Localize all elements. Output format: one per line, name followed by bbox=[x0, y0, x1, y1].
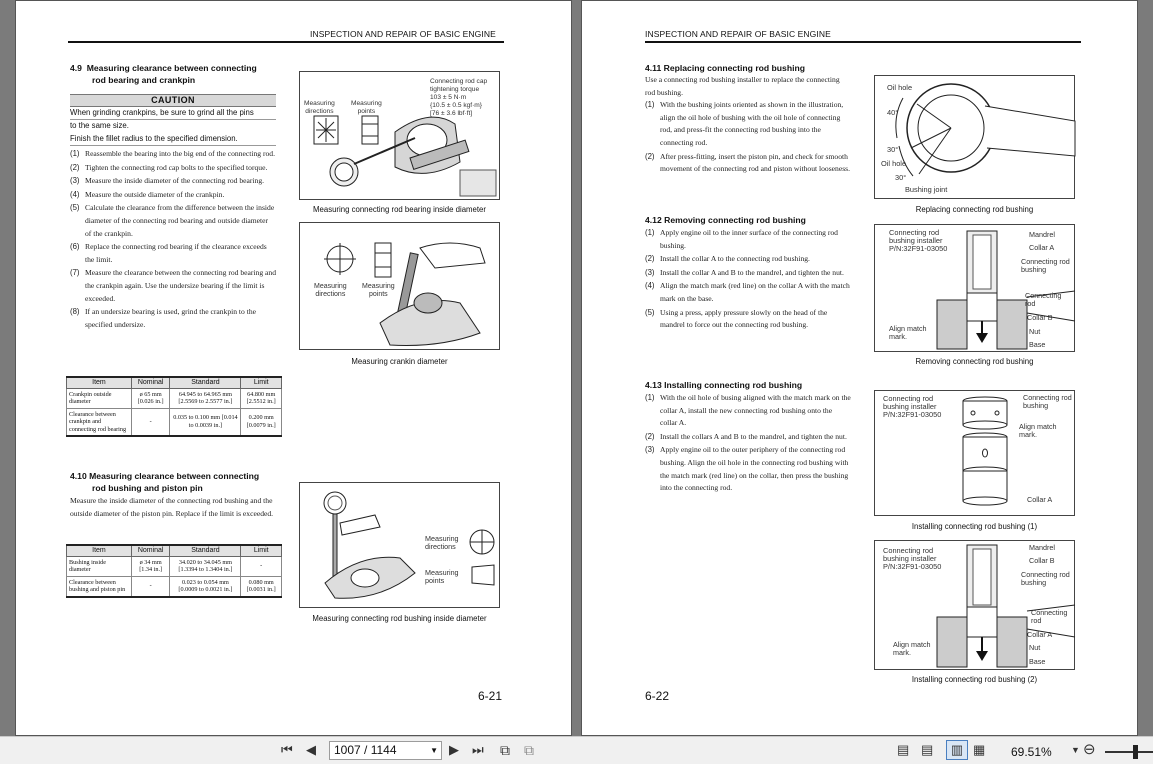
figure-replacing-bushing bbox=[874, 75, 1075, 199]
section-4-9-title: 4.9 Measuring clearance between connecting rod bearing and crankpin bbox=[70, 63, 257, 85]
section-4-12-title: 4.12 Removing connecting rod bushing bbox=[645, 215, 806, 225]
bushing-label: Connecting rod bushing bbox=[1021, 257, 1070, 274]
last-page-icon[interactable]: ⏭ bbox=[472, 742, 484, 757]
bushing-gauge-illustration bbox=[300, 483, 501, 609]
figure-removing-bushing bbox=[874, 224, 1075, 352]
two-page-view-icon[interactable]: ▥ bbox=[946, 740, 968, 760]
crankpin-spec-table: Item Nominal Standard Limit Crankpin outside diameter ø 65 mm [0.026 in.] 64.945 to 64.965 mm [2.5569 to 2.5577 in.] 64.800 mm [2.5512 in.] Clearance between crankpin and connecting rod bearing - 0.035 to 0.100 mm [0.014 to 0.0039 in.] 0.200 mm [0.0079 in.] bbox=[66, 376, 282, 437]
rod-label: Connecting rod bbox=[1031, 608, 1068, 625]
rotate-view-icon[interactable]: ⧉ bbox=[500, 742, 510, 758]
section-4-13-steps bbox=[645, 392, 851, 496]
zoom-level: 69.51% bbox=[1011, 745, 1052, 759]
base-label: Base bbox=[1029, 657, 1046, 666]
step-item: (3) Install the collar A and B to the mandrel, and tighten the nut. bbox=[645, 267, 844, 277]
oil-hole-label: Oil hole bbox=[881, 159, 907, 168]
measuring-directions-label: Measuring directions bbox=[304, 100, 335, 115]
table-row: Clearance between bushing and piston pin - 0.023 to 0.054 mm [0.0009 to 0.0021 in.] 0.080 mm [0.0031 in.] bbox=[67, 576, 282, 597]
measuring-directions-label: Measuring directions bbox=[314, 283, 347, 298]
step-item: (6) Replace the connecting rod bearing if the clearance exceeds the limit. bbox=[70, 242, 267, 264]
figure-bushing-inside-diameter bbox=[299, 482, 500, 608]
two-page-continuous-view-icon[interactable]: ▦ bbox=[973, 742, 986, 757]
step-item: (2) Install the collar A to the connecting rod bushing. bbox=[645, 254, 810, 264]
measuring-points-label: Measuring points bbox=[425, 568, 459, 585]
zoom-slider-thumb[interactable] bbox=[1133, 745, 1138, 759]
step-item: (2) After press-fitting, insert the piston pin, and check for smooth movement of the connecting rod and piston without looseness. bbox=[645, 151, 851, 174]
bushing-spec-table: Item Nominal Standard Limit Bushing inside diameter ø 34 mm [1.34 in.] 34.020 to 34.045 mm [1.3394 to 1.3404 in.] - Clearance between bushing and piston pin - 0.023 to 0.054 mm [0.0009 to 0.0021 in.] 0.080 mm [0.0031 in.] bbox=[66, 544, 282, 598]
measuring-points-label: Measuring points bbox=[351, 100, 382, 115]
next-page-icon[interactable]: ▶ bbox=[449, 742, 459, 757]
align-match-label: Align match mark. bbox=[889, 324, 927, 341]
page-number-input[interactable]: 1007 / 1144 ▼ bbox=[329, 741, 442, 760]
step-item: (1) Reassemble the bearing into the big end of the connecting rod. bbox=[70, 149, 275, 158]
zoom-slider[interactable] bbox=[1105, 751, 1153, 753]
step-item: (7) Measure the clearance between the connecting rod bearing and the crankpin again. Use the undersize bearing if the limit is exceeded. bbox=[70, 268, 277, 303]
torque-label: Connecting rod cap tightening torque 103 ± 5 N·m {10.5 ± 0.5 kgf·m} [76 ± 3.6 lbf·ft] bbox=[430, 78, 488, 117]
figure-caption: Measuring connecting rod bushing inside diameter bbox=[312, 614, 487, 623]
header-rule bbox=[645, 41, 1081, 43]
section-4-12-steps bbox=[645, 227, 851, 333]
left-page bbox=[15, 0, 572, 736]
page-number: 6-21 bbox=[478, 689, 503, 703]
table-row: Bushing inside diameter ø 34 mm [1.34 in.] 34.020 to 34.045 mm [1.3394 to 1.3404 in.] - bbox=[67, 556, 282, 576]
collar-a-label: Collar A bbox=[1027, 630, 1053, 639]
angle-label: 40° bbox=[887, 108, 899, 117]
right-page bbox=[581, 0, 1138, 736]
align-match-label: Align match mark. bbox=[1019, 422, 1057, 439]
base-label: Base bbox=[1029, 340, 1046, 349]
step-item: (1) With the oil hole of busing aligned with the match mark on the collar A, install the new connecting rod bushing onto the collar A. bbox=[645, 393, 851, 428]
continuous-view-icon[interactable]: ▤ bbox=[921, 742, 934, 757]
figure-caption: Measuring crankin diameter bbox=[351, 357, 448, 366]
figure-caption: Removing connecting rod bushing bbox=[915, 357, 1034, 366]
figure-caption: Measuring connecting rod bearing inside diameter bbox=[313, 205, 486, 214]
figure-caption: Installing connecting rod bushing (1) bbox=[911, 522, 1038, 531]
figure-installing-bushing-2 bbox=[874, 540, 1075, 670]
section-4-10-body: Measure the inside diameter of the connecting rod bushing and the outside diameter of the piston pin. Replace if the limit is exceeded. bbox=[70, 496, 274, 518]
mandrel-label: Mandrel bbox=[1029, 230, 1055, 239]
mandrel-label: Mandrel bbox=[1029, 543, 1055, 552]
bushing-label: Connecting rod bushing bbox=[1021, 570, 1070, 587]
angle-label: 30° bbox=[895, 173, 907, 182]
zoom-out-icon[interactable]: ⊖ bbox=[1083, 741, 1096, 758]
step-item: (2) Install the collars A and B to the mandrel, and tighten the nut. bbox=[645, 431, 847, 441]
section-4-10-title: 4.10 Measuring clearance between connecting rod bushing and piston pin bbox=[70, 471, 260, 493]
table-row: Clearance between crankpin and connecting rod bearing - 0.035 to 0.100 mm [0.014 to 0.0039 in.] 0.200 mm [0.0079 in.] bbox=[67, 408, 282, 436]
step-item: (1) With the bushing joints oriented as shown in the illustration, align the oil hole of bushing with the oil hole of connecting rod, and press-fit the connecting rod bushing into the connecting rod. bbox=[645, 100, 844, 147]
figure-crankpin-diameter bbox=[299, 222, 500, 350]
running-header: INSPECTION AND REPAIR OF BASIC ENGINE bbox=[645, 29, 831, 39]
figure-caption: Replacing connecting rod bushing bbox=[915, 205, 1034, 214]
bushing-label: Connecting rod bushing bbox=[1023, 393, 1072, 410]
first-page-icon[interactable]: ⏮ bbox=[281, 742, 293, 757]
section-4-9-steps bbox=[70, 148, 276, 332]
page-number: 6-22 bbox=[645, 689, 670, 703]
figure-installing-bushing-1 bbox=[874, 390, 1075, 516]
step-item: (4) Measure the outside diameter of the crankpin. bbox=[70, 189, 225, 199]
oil-hole-label: Oil hole bbox=[887, 83, 913, 92]
caution-banner: CAUTION bbox=[70, 94, 276, 107]
installer-label: Connecting rod bushing installer P/N:32F91-03050 bbox=[883, 546, 942, 571]
align-match-label: Align match mark. bbox=[893, 640, 931, 657]
section-4-13-title: 4.13 Installing connecting rod bushing bbox=[645, 380, 803, 390]
step-item: (5) Using a press, apply pressure slowly on the head of the mandrel to force out the connecting rod bushing. bbox=[645, 307, 828, 330]
measuring-directions-label: Measuring directions bbox=[425, 534, 459, 551]
prev-page-icon[interactable]: ◀ bbox=[306, 742, 316, 757]
section-4-11-title: 4.11 Replacing connecting rod bushing bbox=[645, 63, 805, 73]
step-item: (1) Apply engine oil to the inner surface of the connecting rod bushing. bbox=[645, 228, 838, 250]
table-row: Crankpin outside diameter ø 65 mm [0.026 in.] 64.945 to 64.965 mm [2.5569 to 2.5577 in.] 64.800 mm [2.5512 in.] bbox=[67, 388, 282, 408]
section-4-11-body: Use a connecting rod bushing installer to replace the connecting rod bushing. (1) With the bushing joints oriented as shown in the illustration, align the oil hole of bushing with the oil hole of connecting rod, and press-fit the connecting rod bushing into the connecting rod. (2) After press-fitting, insert the piston pin, and check for smooth movement of the connecting rod and piston without looseness. bbox=[645, 74, 851, 177]
collar-a-label: Collar A bbox=[1029, 243, 1055, 252]
zoom-dropdown-icon[interactable]: ▼ bbox=[1071, 745, 1080, 755]
header-rule bbox=[68, 41, 504, 43]
nut-label: Nut bbox=[1029, 643, 1041, 652]
collar-a-label: Collar A bbox=[1027, 495, 1053, 504]
collar-b-label: Collar B bbox=[1027, 313, 1053, 322]
measuring-points-label: Measuring points bbox=[362, 283, 395, 298]
figure-bearing-inside-diameter bbox=[299, 71, 500, 200]
running-header: INSPECTION AND REPAIR OF BASIC ENGINE bbox=[310, 29, 496, 39]
rod-label: Connecting rod bbox=[1025, 291, 1062, 308]
collar-b-label: Collar B bbox=[1029, 556, 1055, 565]
step-item: (8) If an undersize bearing is used, grind the crankpin to the specified undersize. bbox=[70, 307, 257, 329]
step-item: (3) Measure the inside diameter of the connecting rod bearing. bbox=[70, 176, 265, 186]
bushing-joint-label: Bushing joint bbox=[905, 185, 948, 194]
figure-caption: Installing connecting rod bushing (2) bbox=[911, 675, 1038, 684]
step-item: (2) Tighten the connecting rod cap bolts to the specified torque. bbox=[70, 162, 268, 172]
single-page-view-icon[interactable]: ▤ bbox=[897, 742, 910, 757]
caution-text: When grinding crankpins, be sure to grind all the pins to the same size. Finish the fillet radius to the specified dimension. bbox=[70, 107, 276, 146]
installer-label: Connecting rod bushing installer P/N:32F91-03050 bbox=[889, 228, 948, 253]
step-item: (3) Apply engine oil to the outer periphery of the connecting rod bushing. Align the oil hole in the connecting rod bushing with the match mark (red line) on the collar, then press the bushing into the connecting rod. bbox=[645, 445, 849, 493]
step-item: (4) Align the match mark (red line) on the collar A with the match mark on the base. bbox=[645, 281, 850, 303]
installer-label: Connecting rod bushing installer P/N:32F91-03050 bbox=[883, 394, 942, 419]
nut-label: Nut bbox=[1029, 327, 1041, 336]
chevron-down-icon[interactable]: ▼ bbox=[430, 746, 438, 755]
step-item: (5) Calculate the clearance from the difference between the inside diameter of the connecting rod bearing and outside diameter of the crankpin. bbox=[70, 203, 275, 238]
copy-view-icon[interactable]: ⧉ bbox=[524, 742, 534, 758]
angle-label: 30° bbox=[887, 145, 899, 154]
